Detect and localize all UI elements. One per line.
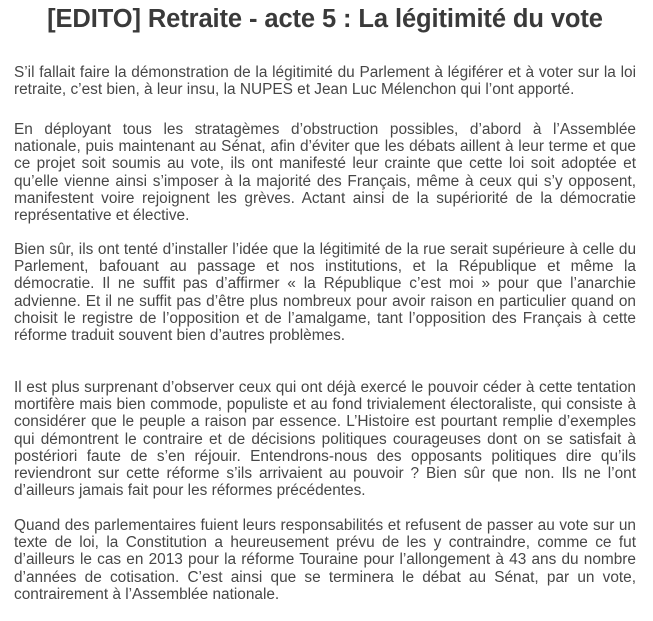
article xyxy=(14,0,636,603)
paragraph-2: En déployant tous les stratagèmes d’obstruction possibles, d’abord à l’Assemblée nationale, puis maintenant au Sénat, afin d’éviter que les débats aillent à leur terme et que ce projet soit soumis au vote, ils ont manifesté leur crainte que cette loi soit adoptée et qu’elle vienne ainsi s’imposer à la majorité des Français, même à ceux qui s’y opposent, manifestent voire rejoignent les grèves. Actant ainsi de la supériorité de la démocratie représentative et élective. xyxy=(14,121,636,225)
paragraph-5: Quand des parlementaires fuient leurs responsabilités et refusent de passer au vote sur un texte de loi, la Constitution a heureusement prévu de les y contraindre, comme ce fut d’ailleurs le cas en 2013 pour la réforme Touraine pour l’allongement à 43 ans du nombre d’années de cotisation. C’est ainsi que se terminera le débat au Sénat, par un vote, contrairement à l’Assemblée nationale. xyxy=(14,517,636,603)
paragraph-1: S’il fallait faire la démonstration de la légitimité du Parlement à légiférer et à voter sur la loi retraite, c’est bien, à leur insu, la NUPES et Jean Luc Mélenchon qui l’ont apporté. xyxy=(14,64,636,99)
paragraph-3: Bien sûr, ils ont tenté d’installer l’idée que la légitimité de la rue serait supérieure à celle du Parlement, bafouant au passage et nos institutions, et la République et même la démocratie. Il ne suffit pas d’affirmer « la République c’est moi » pour que l’anarchie advienne. Et il ne suffit pas d’être plus nombreux pour avoir raison en particulier quand on choisit le registre de l’opposition et de l’amalgame, tant l’opposition des Français à cette réforme traduit souvent bien d’autres problèmes. xyxy=(14,241,636,345)
paragraph-4: Il est plus surprenant d’observer ceux qui ont déjà exercé le pouvoir céder à cette tentation mortifère mais bien commode, populiste et au fond trivialement électoraliste, qui consiste à considérer que le peuple a raison par essence. L’Histoire est pourtant remplie d’exemples qui démontrent le contraire et de décisions politiques courageuses dont on se satisfait à postériori faute de s’en réjouir. Entendrons-nous des opposants politiques dire qu’ils reviendront sur cette réforme s’ils arrivaient au pouvoir ? Bien sûr que non. Ils ne l’ont d’ailleurs jamais fait pour les réformes précédentes. xyxy=(14,379,636,500)
article-title: [EDITO] Retraite - acte 5 : La légitimité du vote xyxy=(47,5,603,33)
